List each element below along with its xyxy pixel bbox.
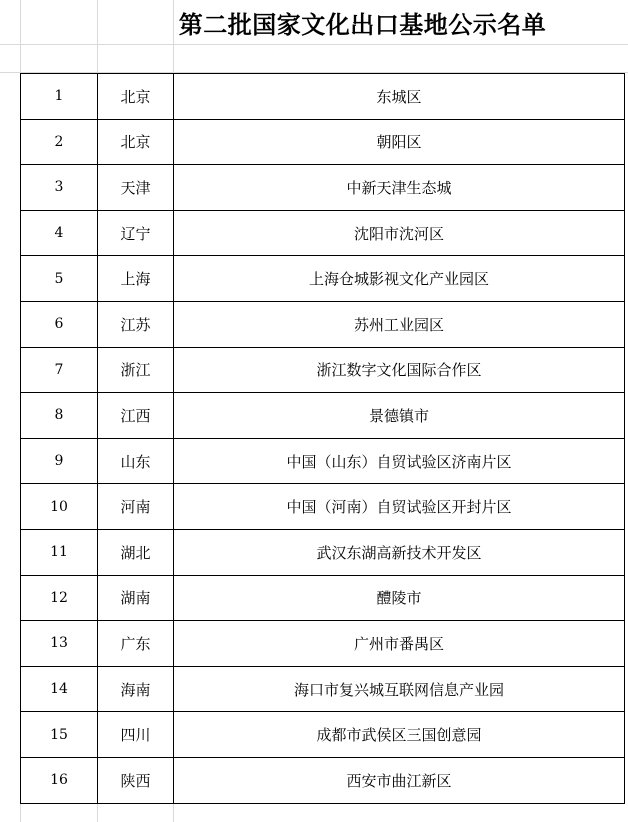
cell-province[interactable]: 上海 [98, 256, 174, 302]
cell-base-name[interactable]: 上海仓城影视文化产业园区 [174, 256, 625, 302]
cell-number[interactable]: 3 [21, 165, 98, 211]
cell-number[interactable]: 2 [21, 119, 98, 165]
table-row [21, 438, 625, 484]
table-row [21, 393, 625, 439]
cell-province[interactable]: 山东 [98, 438, 174, 484]
cell-number[interactable]: 7 [21, 347, 98, 393]
cell-number[interactable]: 4 [21, 210, 98, 256]
cell-province[interactable]: 四川 [98, 712, 174, 758]
table-row [21, 575, 625, 621]
cell-province[interactable]: 河南 [98, 484, 174, 530]
cell-province[interactable]: 湖南 [98, 575, 174, 621]
table-row [21, 119, 625, 165]
cell-province[interactable]: 天津 [98, 165, 174, 211]
cell-province[interactable]: 海南 [98, 666, 174, 712]
cell-base-name[interactable]: 朝阳区 [174, 119, 625, 165]
cell-number[interactable]: 10 [21, 484, 98, 530]
cell-number[interactable]: 13 [21, 621, 98, 667]
sheet-title: 第二批国家文化出口基地公示名单 [178, 10, 547, 39]
cell-base-name[interactable]: 西安市曲江新区 [174, 757, 625, 803]
table-row [21, 256, 625, 302]
base-list-table [20, 73, 625, 804]
table-row [21, 347, 625, 393]
table-row [21, 529, 625, 575]
cell-province[interactable]: 辽宁 [98, 210, 174, 256]
cell-province[interactable]: 北京 [98, 119, 174, 165]
table-row [21, 165, 625, 211]
cell-number[interactable]: 16 [21, 757, 98, 803]
cell-province[interactable]: 江苏 [98, 301, 174, 347]
cell-base-name[interactable]: 海口市复兴城互联网信息产业园 [174, 666, 625, 712]
cell-number[interactable]: 11 [21, 529, 98, 575]
cell-base-name[interactable]: 成都市武侯区三国创意园 [174, 712, 625, 758]
cell-number[interactable]: 8 [21, 393, 98, 439]
table-row [21, 712, 625, 758]
cell-base-name[interactable]: 中国（河南）自贸试验区开封片区 [174, 484, 625, 530]
cell-province[interactable]: 浙江 [98, 347, 174, 393]
cell-province[interactable]: 湖北 [98, 529, 174, 575]
cell-base-name[interactable]: 醴陵市 [174, 575, 625, 621]
cell-number[interactable]: 15 [21, 712, 98, 758]
table-row [21, 74, 625, 120]
cell-base-name[interactable]: 景德镇市 [174, 393, 625, 439]
cell-base-name[interactable]: 中国（山东）自贸试验区济南片区 [174, 438, 625, 484]
cell-number[interactable]: 14 [21, 666, 98, 712]
cell-base-name[interactable]: 东城区 [174, 74, 625, 120]
cell-base-name[interactable]: 广州市番禺区 [174, 621, 625, 667]
table-body [21, 74, 625, 804]
cell-number[interactable]: 1 [21, 74, 98, 120]
grid-row-line-1 [0, 44, 628, 45]
cell-number[interactable]: 12 [21, 575, 98, 621]
cell-number[interactable]: 5 [21, 256, 98, 302]
table-row [21, 621, 625, 667]
table-row [21, 210, 625, 256]
table-row [21, 484, 625, 530]
cell-base-name[interactable]: 中新天津生态城 [174, 165, 625, 211]
table-row [21, 757, 625, 803]
cell-base-name[interactable]: 苏州工业园区 [174, 301, 625, 347]
cell-province[interactable]: 陕西 [98, 757, 174, 803]
cell-base-name[interactable]: 浙江数字文化国际合作区 [174, 347, 625, 393]
table-row [21, 301, 625, 347]
cell-province[interactable]: 北京 [98, 74, 174, 120]
cell-base-name[interactable]: 武汉东湖高新技术开发区 [174, 529, 625, 575]
cell-province[interactable]: 江西 [98, 393, 174, 439]
cell-province[interactable]: 广东 [98, 621, 174, 667]
cell-number[interactable]: 6 [21, 301, 98, 347]
table-row [21, 666, 625, 712]
cell-number[interactable]: 9 [21, 438, 98, 484]
cell-base-name[interactable]: 沈阳市沈河区 [174, 210, 625, 256]
